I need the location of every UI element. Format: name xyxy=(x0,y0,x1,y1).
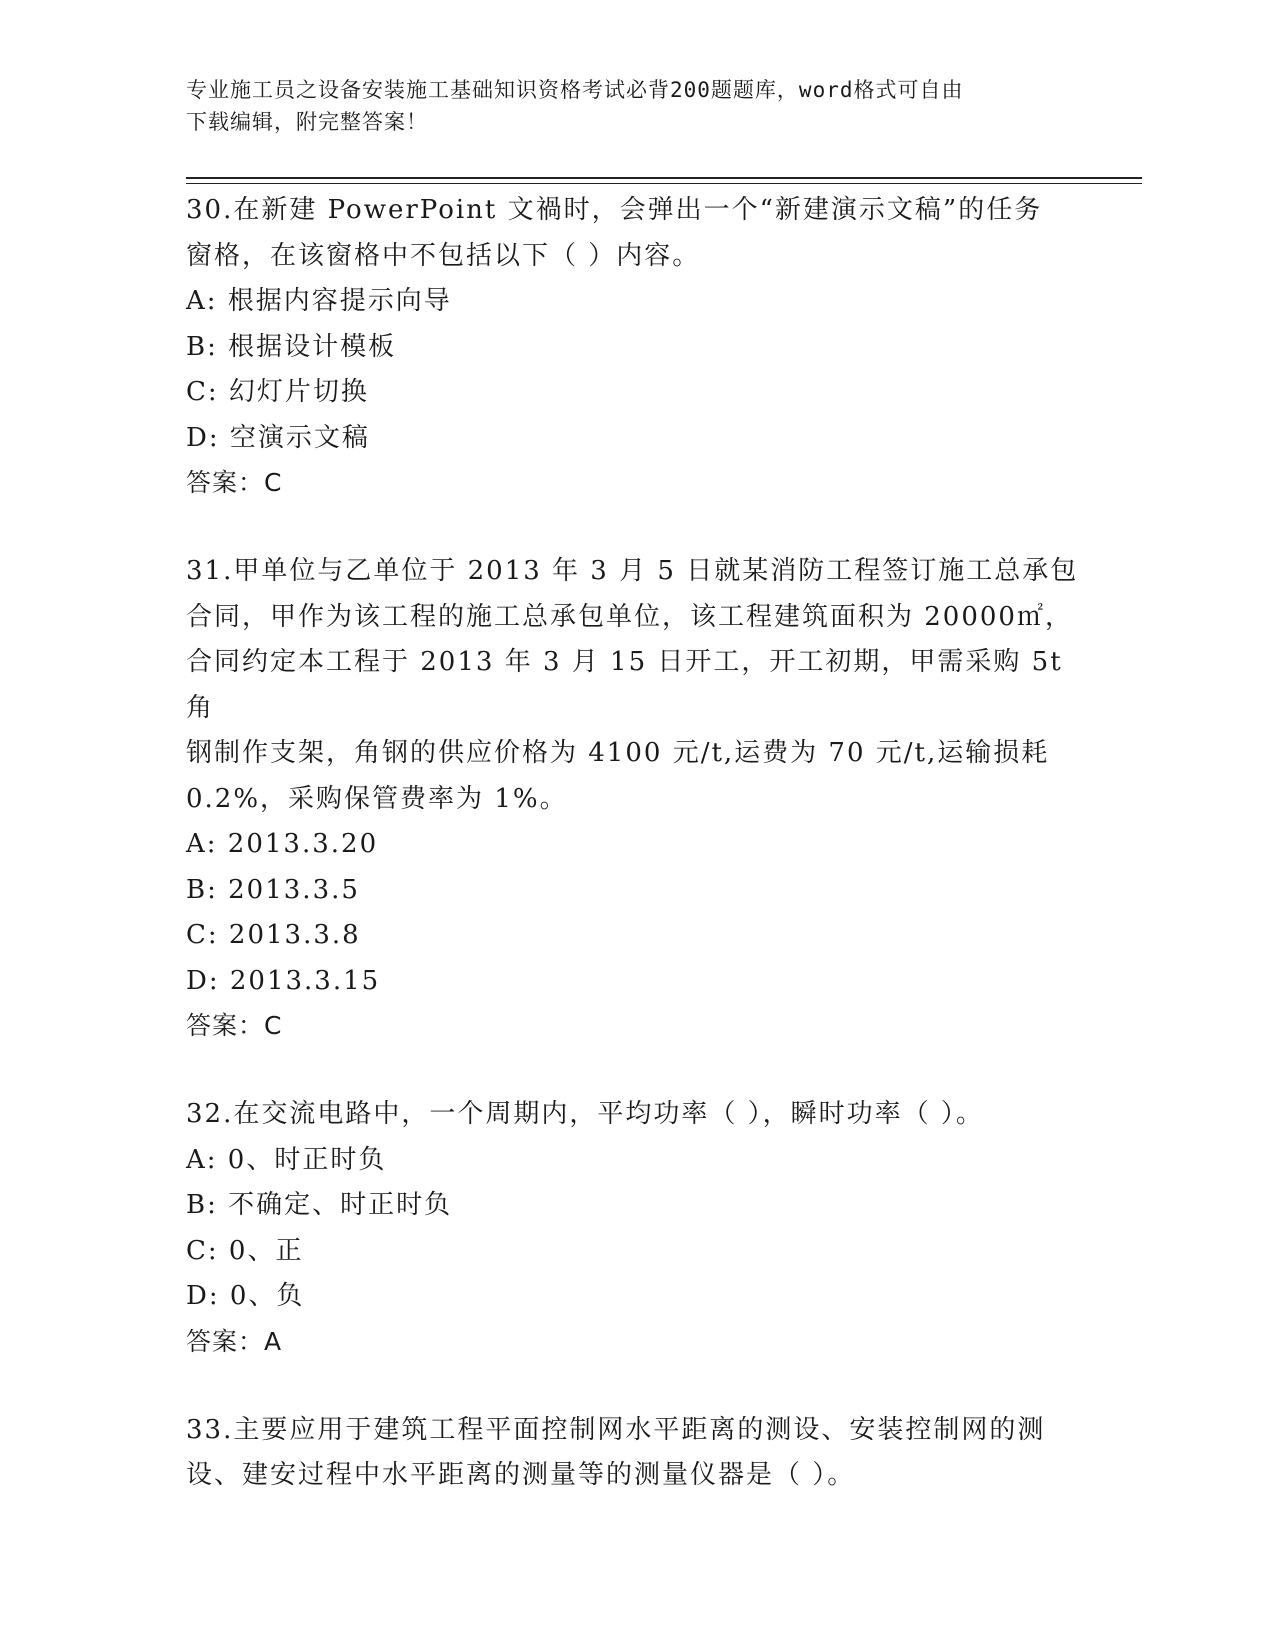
option-d: D: 0、负 xyxy=(186,1281,305,1311)
question-text-line: 30.在新建 PowerPoint 文禍时，会弹出一个“新建演示文稿”的任务 xyxy=(186,195,1043,225)
option-c: C: 2013.3.8 xyxy=(186,920,361,950)
option-b: B: 不确定、时正时负 xyxy=(186,1190,453,1220)
question-text-line: 合同约定本工程于 2013 年 3 月 15 日开工，开工初期，甲需采购 5t 角 xyxy=(186,647,1063,723)
header-line-2: 下载编辑，附完整答案！ xyxy=(186,110,428,134)
header-divider-thick xyxy=(186,177,1142,179)
option-c: C: 0、正 xyxy=(186,1235,304,1266)
question-text-line: 窗格，在该窗格中不包括以下（ ）内容。 xyxy=(186,240,701,271)
option-a: A: 0、时正时负 xyxy=(186,1144,387,1175)
header-line-1: 专业施工员之设备安装施工基础知识资格考试必背200题题库，word格式可自由 xyxy=(186,78,964,102)
question-33 xyxy=(186,1408,1086,1499)
question-text-line: 32.在交流电路中，一个周期内，平均功率（ ），瞬时功率（ ）。 xyxy=(186,1099,984,1129)
answer-label: 答案：C xyxy=(186,468,283,497)
option-b: B: 根据设计模板 xyxy=(186,331,397,362)
question-text-line: 31.甲单位与乙单位于 2013 年 3 月 5 日就某消防工程签订施工总承包 xyxy=(186,556,1079,586)
option-d: D: 空演示文稿 xyxy=(186,422,370,453)
document-header xyxy=(186,74,1066,138)
question-30 xyxy=(186,188,1086,505)
option-d: D: 2013.3.15 xyxy=(186,965,381,996)
question-text-line: 合同，甲作为该工程的施工总承包单位，该工程建筑面积为 20000㎡， xyxy=(186,601,1073,632)
option-b: B: 2013.3.5 xyxy=(186,874,360,905)
question-text-line: 33.主要应用于建筑工程平面控制网水平距离的测设、安装控制网的测 xyxy=(186,1414,1046,1445)
header-divider-thin xyxy=(186,183,1142,184)
question-31 xyxy=(186,549,1086,1048)
question-text-line: 设、建安过程中水平距离的测量等的测量仪器是（ ）。 xyxy=(186,1460,856,1490)
answer-label: 答案：A xyxy=(186,1326,283,1356)
question-text-line: 钢制作支架，角钢的供应价格为 4100 元/t,运费为 70 元/t,运输损耗 xyxy=(186,738,1050,768)
option-a: A: 2013.3.20 xyxy=(186,829,379,859)
question-text-line: 0.2%，采购保管费率为 1%。 xyxy=(186,783,568,814)
answer-label: 答案：C xyxy=(186,1011,283,1040)
option-a: A: 根据内容提示向导 xyxy=(186,286,452,316)
question-32 xyxy=(186,1092,1086,1364)
question-list xyxy=(186,188,1086,1543)
option-c: C: 幻灯片切换 xyxy=(186,377,369,407)
